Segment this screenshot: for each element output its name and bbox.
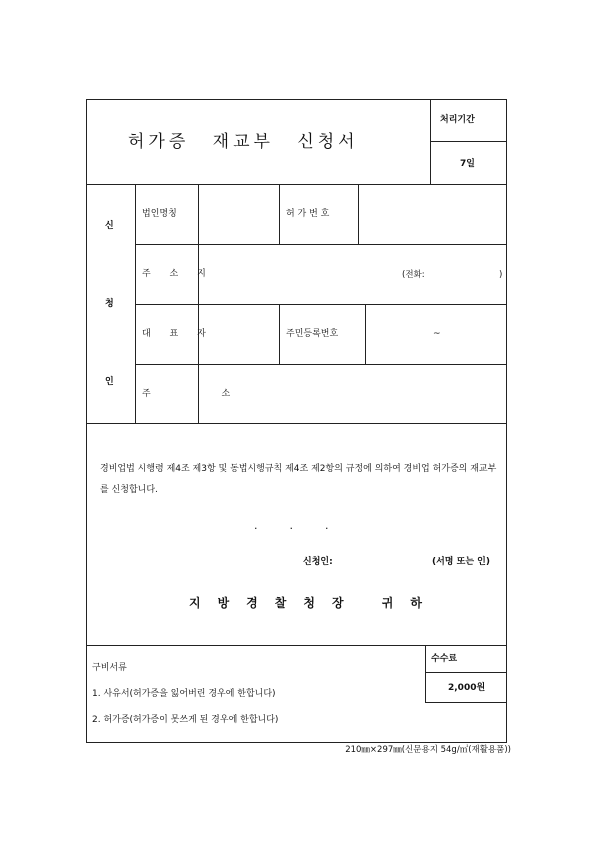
attachments-heading: 구비서류 bbox=[92, 663, 127, 673]
applicant-bottom-divider bbox=[86, 423, 507, 424]
signature-label: (서명 또는 인) bbox=[432, 557, 490, 567]
recipient-heading: 지방경찰청장 귀하 bbox=[189, 596, 439, 610]
fee-bottom-divider bbox=[425, 702, 507, 703]
home-address-label: 주 소 bbox=[142, 389, 265, 399]
attachments-divider bbox=[86, 645, 507, 646]
fee-mid-divider bbox=[425, 672, 507, 673]
applicant-row-divider-2 bbox=[135, 304, 507, 305]
paper-spec: 210㎜×297㎜(신문용지 54g/㎡(재활용품)) bbox=[345, 745, 511, 755]
attachment-item-2: 2. 허가증(허가증이 못쓰게 된 경우에 한합니다) bbox=[92, 715, 279, 725]
date-dots: ... bbox=[254, 519, 361, 532]
fee-label: 수수료 bbox=[431, 654, 458, 664]
applicant-signature-label: 신청인: bbox=[303, 557, 333, 567]
representative-label: 대 표 자 bbox=[142, 329, 214, 339]
title-divider bbox=[86, 184, 507, 185]
phone-close: ) bbox=[499, 270, 503, 280]
applicant-row-divider-1 bbox=[135, 244, 507, 245]
applicant-side-label-3: 인 bbox=[105, 377, 114, 387]
applicant-side-label-2: 청 bbox=[105, 299, 114, 309]
corp-name-label: 법인명칭 bbox=[142, 209, 177, 219]
processing-mid-divider bbox=[430, 141, 507, 142]
address-label: 주 소 지 bbox=[142, 269, 214, 279]
declaration-text: 경비업법 시행령 제4조 제3항 및 동법시행규칙 제4조 제2항의 규정에 의하여 경비업 허가증의 재교부를 신청합니다. bbox=[100, 464, 497, 495]
resident-number-separator: ~ bbox=[433, 329, 441, 339]
resident-number-label: 주민등록번호 bbox=[286, 329, 339, 339]
application-form bbox=[86, 99, 507, 743]
applicant-side-label-1: 신 bbox=[105, 221, 114, 231]
applicant-label-divider bbox=[198, 184, 199, 423]
rep-resident-divider-1 bbox=[279, 304, 280, 364]
applicant-row-divider-3 bbox=[135, 364, 507, 365]
processing-period-label: 처리기간 bbox=[440, 115, 475, 125]
permit-number-label: 허 가 번 호 bbox=[286, 209, 330, 219]
fee-value: 2,000원 bbox=[448, 683, 486, 693]
processing-period-value: 7일 bbox=[460, 159, 475, 169]
corp-permit-divider-2 bbox=[358, 184, 359, 244]
corp-permit-divider-1 bbox=[279, 184, 280, 244]
attachment-item-1: 1. 사유서(허가증을 잃어버린 경우에 한합니다) bbox=[92, 689, 276, 699]
fee-divider bbox=[425, 645, 426, 702]
rep-resident-divider-2 bbox=[365, 304, 366, 364]
phone-label: (전화: bbox=[402, 270, 425, 280]
form-title: 허가증 재교부 신청서 bbox=[128, 132, 359, 152]
